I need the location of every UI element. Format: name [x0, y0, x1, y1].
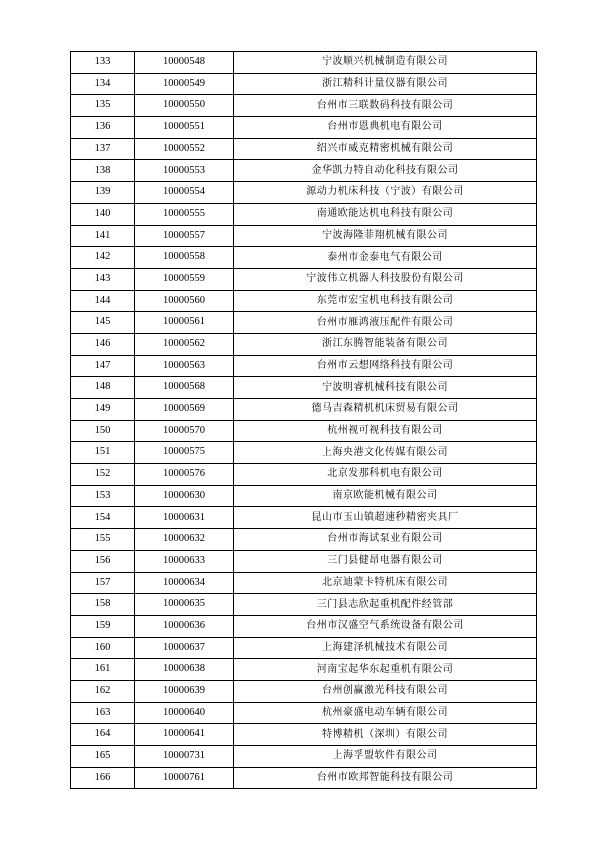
row-code-cell: 10000638: [135, 659, 234, 681]
company-name-cell: 上海孚盟软件有限公司: [234, 746, 537, 768]
company-name-cell: 杭州视可视科技有限公司: [234, 420, 537, 442]
table-row: [71, 637, 537, 659]
row-index-cell: 161: [71, 659, 135, 681]
table-row: [71, 767, 537, 789]
table-row: [71, 52, 537, 74]
row-index-cell: 142: [71, 247, 135, 269]
table-row: [71, 355, 537, 377]
row-index-cell: 143: [71, 268, 135, 290]
table-row: [71, 485, 537, 507]
row-index-cell: 146: [71, 333, 135, 355]
row-code-cell: 10000562: [135, 333, 234, 355]
row-index-cell: 157: [71, 572, 135, 594]
company-name-cell: 绍兴市威克精密机械有限公司: [234, 138, 537, 160]
row-code-cell: 10000553: [135, 160, 234, 182]
table-row: [71, 550, 537, 572]
row-code-cell: 10000554: [135, 182, 234, 204]
company-name-cell: 上海建泽机械技术有限公司: [234, 637, 537, 659]
row-code-cell: 10000557: [135, 225, 234, 247]
row-index-cell: 149: [71, 399, 135, 421]
row-index-cell: 159: [71, 615, 135, 637]
row-index-cell: 137: [71, 138, 135, 160]
table-row: [71, 203, 537, 225]
row-code-cell: 10000635: [135, 594, 234, 616]
row-code-cell: 10000569: [135, 399, 234, 421]
row-code-cell: 10000551: [135, 117, 234, 139]
company-name-cell: 南京欧能机械有限公司: [234, 485, 537, 507]
company-name-cell: 昆山市玉山镇超速秒精密夹具厂: [234, 507, 537, 529]
row-index-cell: 134: [71, 73, 135, 95]
row-code-cell: 10000570: [135, 420, 234, 442]
row-index-cell: 140: [71, 203, 135, 225]
company-name-cell: 宁波明睿机械科技有限公司: [234, 377, 537, 399]
company-name-cell: 台州创赢激光科技有限公司: [234, 680, 537, 702]
table-row: [71, 724, 537, 746]
table-row: [71, 464, 537, 486]
company-name-cell: 宁波海隆菲翔机械有限公司: [234, 225, 537, 247]
row-code-cell: 10000640: [135, 702, 234, 724]
company-list-body: [71, 52, 537, 789]
company-name-cell: 泰州市金泰电气有限公司: [234, 247, 537, 269]
row-index-cell: 156: [71, 550, 135, 572]
company-name-cell: 三门县志欣起重机配件经管部: [234, 594, 537, 616]
company-list-table: [70, 51, 537, 789]
row-code-cell: 10000576: [135, 464, 234, 486]
row-index-cell: 148: [71, 377, 135, 399]
row-index-cell: 152: [71, 464, 135, 486]
row-index-cell: 145: [71, 312, 135, 334]
row-index-cell: 151: [71, 442, 135, 464]
row-index-cell: 136: [71, 117, 135, 139]
row-index-cell: 164: [71, 724, 135, 746]
row-index-cell: 135: [71, 95, 135, 117]
row-code-cell: 10000631: [135, 507, 234, 529]
row-index-cell: 147: [71, 355, 135, 377]
row-index-cell: 150: [71, 420, 135, 442]
row-index-cell: 162: [71, 680, 135, 702]
row-code-cell: 10000636: [135, 615, 234, 637]
table-row: [71, 73, 537, 95]
company-name-cell: 浙江东腾智能装备有限公司: [234, 333, 537, 355]
row-index-cell: 153: [71, 485, 135, 507]
table-row: [71, 572, 537, 594]
row-index-cell: 144: [71, 290, 135, 312]
row-code-cell: 10000560: [135, 290, 234, 312]
table-row: [71, 95, 537, 117]
row-code-cell: 10000639: [135, 680, 234, 702]
row-index-cell: 138: [71, 160, 135, 182]
table-row: [71, 507, 537, 529]
company-name-cell: 浙江精科计量仪器有限公司: [234, 73, 537, 95]
row-code-cell: 10000549: [135, 73, 234, 95]
row-code-cell: 10000761: [135, 767, 234, 789]
company-name-cell: 台州市三联数码科技有限公司: [234, 95, 537, 117]
row-code-cell: 10000558: [135, 247, 234, 269]
company-name-cell: 杭州豪盛电动车辆有限公司: [234, 702, 537, 724]
table-row: [71, 117, 537, 139]
row-code-cell: 10000552: [135, 138, 234, 160]
company-name-cell: 三门县健昂电器有限公司: [234, 550, 537, 572]
company-name-cell: 台州市欧邦智能科技有限公司: [234, 767, 537, 789]
row-code-cell: 10000575: [135, 442, 234, 464]
table-row: [71, 615, 537, 637]
company-name-cell: 北京发那科机电有限公司: [234, 464, 537, 486]
company-name-cell: 东莞市宏宝机电科技有限公司: [234, 290, 537, 312]
row-code-cell: 10000731: [135, 746, 234, 768]
company-name-cell: 上海央港文化传媒有限公司: [234, 442, 537, 464]
company-name-cell: 源动力机床科技（宁波）有限公司: [234, 182, 537, 204]
table-row: [71, 290, 537, 312]
row-index-cell: 141: [71, 225, 135, 247]
company-name-cell: 台州市云想网络科技有限公司: [234, 355, 537, 377]
table-row: [71, 268, 537, 290]
table-row: [71, 312, 537, 334]
table-row: [71, 138, 537, 160]
company-name-cell: 金华凯力特自动化科技有限公司: [234, 160, 537, 182]
row-code-cell: 10000563: [135, 355, 234, 377]
row-code-cell: 10000634: [135, 572, 234, 594]
row-code-cell: 10000561: [135, 312, 234, 334]
company-name-cell: 河南宝起华东起重机有限公司: [234, 659, 537, 681]
table-row: [71, 529, 537, 551]
row-code-cell: 10000555: [135, 203, 234, 225]
company-name-cell: 台州市汉盛空气系统设备有限公司: [234, 615, 537, 637]
table-row: [71, 377, 537, 399]
row-code-cell: 10000559: [135, 268, 234, 290]
company-name-cell: 北京迪蒙卡特机床有限公司: [234, 572, 537, 594]
row-index-cell: 154: [71, 507, 135, 529]
row-code-cell: 10000632: [135, 529, 234, 551]
company-name-cell: 宁波伟立机器人科技股份有限公司: [234, 268, 537, 290]
row-index-cell: 166: [71, 767, 135, 789]
company-name-cell: 宁波顺兴机械制造有限公司: [234, 52, 537, 74]
row-code-cell: 10000637: [135, 637, 234, 659]
table-row: [71, 659, 537, 681]
table-row: [71, 680, 537, 702]
table-row: [71, 442, 537, 464]
row-code-cell: 10000550: [135, 95, 234, 117]
company-name-cell: 特博精机（深圳）有限公司: [234, 724, 537, 746]
row-code-cell: 10000630: [135, 485, 234, 507]
table-row: [71, 420, 537, 442]
table-row: [71, 225, 537, 247]
row-code-cell: 10000641: [135, 724, 234, 746]
table-row: [71, 702, 537, 724]
row-index-cell: 160: [71, 637, 135, 659]
row-index-cell: 139: [71, 182, 135, 204]
table-row: [71, 333, 537, 355]
row-index-cell: 133: [71, 52, 135, 74]
row-code-cell: 10000568: [135, 377, 234, 399]
company-name-cell: 台州市海试泵业有限公司: [234, 529, 537, 551]
row-index-cell: 158: [71, 594, 135, 616]
row-index-cell: 155: [71, 529, 135, 551]
company-name-cell: 德马吉森精机机床贸易有限公司: [234, 399, 537, 421]
table-row: [71, 399, 537, 421]
table-row: [71, 160, 537, 182]
company-name-cell: 南通欧能达机电科技有限公司: [234, 203, 537, 225]
table-row: [71, 746, 537, 768]
company-name-cell: 台州市恩典机电有限公司: [234, 117, 537, 139]
row-code-cell: 10000633: [135, 550, 234, 572]
company-name-cell: 台州市雁鸿液压配件有限公司: [234, 312, 537, 334]
row-index-cell: 163: [71, 702, 135, 724]
table-row: [71, 594, 537, 616]
table-row: [71, 247, 537, 269]
table-row: [71, 182, 537, 204]
row-index-cell: 165: [71, 746, 135, 768]
row-code-cell: 10000548: [135, 52, 234, 74]
